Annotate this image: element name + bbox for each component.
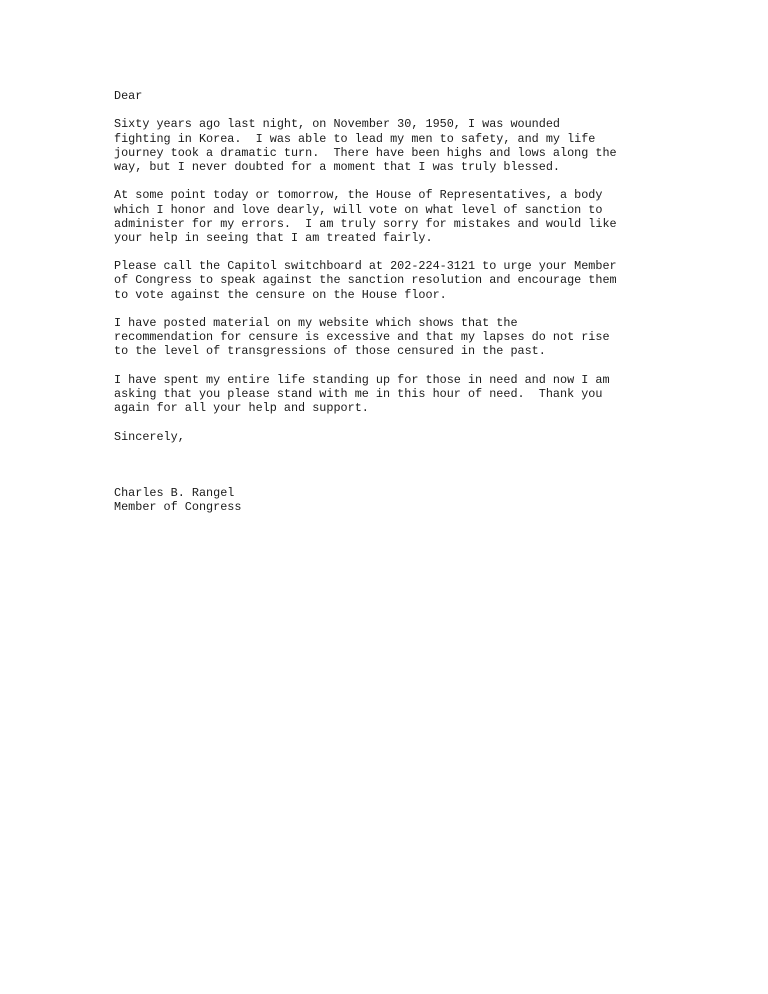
closing bbox=[114, 430, 674, 444]
paragraph-5 bbox=[114, 373, 674, 416]
paragraph-3 bbox=[114, 259, 674, 302]
paragraph-line: of Congress to speak against the sanction resolution and encourage them bbox=[114, 273, 617, 288]
paragraph-line: to the level of transgressions of those censured in the past. bbox=[114, 344, 546, 359]
paragraph-line: recommendation for censure is excessive and that my lapses do not rise bbox=[114, 330, 610, 345]
paragraph-line: I have spent my entire life standing up for those in need and now I am bbox=[114, 372, 610, 387]
letter-body bbox=[114, 89, 674, 515]
paragraph-line: Sixty years ago last night, on November 30, 1950, I was wounded bbox=[114, 117, 560, 132]
paragraph-1 bbox=[114, 117, 674, 174]
paragraph-2 bbox=[114, 188, 674, 245]
paragraph-line: At some point today or tomorrow, the House of Representatives, a body bbox=[114, 188, 603, 203]
paragraph-line: your help in seeing that I am treated fairly. bbox=[114, 230, 433, 245]
paragraph-line: to vote against the censure on the House floor. bbox=[114, 287, 447, 302]
paragraph-line: which I honor and love dearly, will vote on what level of sanction to bbox=[114, 202, 603, 217]
paragraph-line: administer for my errors. I am truly sorry for mistakes and would like bbox=[114, 216, 617, 231]
paragraph-line: again for all your help and support. bbox=[114, 401, 369, 416]
signature-name: Charles B. Rangel bbox=[114, 486, 235, 501]
salutation bbox=[114, 89, 674, 103]
signature-title: Member of Congress bbox=[114, 500, 242, 515]
paragraph-line: journey took a dramatic turn. There have been highs and lows along the bbox=[114, 145, 617, 160]
paragraph-line: fighting in Korea. I was able to lead my men to safety, and my life bbox=[114, 131, 596, 146]
salutation-text: Dear bbox=[114, 89, 143, 103]
paragraph-4 bbox=[114, 316, 674, 359]
paragraph-line: way, but I never doubted for a moment that I was truly blessed. bbox=[114, 159, 560, 174]
paragraph-line: I have posted material on my website which shows that the bbox=[114, 316, 518, 330]
paragraph-line: Please call the Capitol switchboard at 202-224-3121 to urge your Member bbox=[114, 259, 617, 274]
closing-text: Sincerely, bbox=[114, 429, 185, 444]
paragraph-line: asking that you please stand with me in this hour of need. Thank you bbox=[114, 386, 603, 401]
signature-block bbox=[114, 486, 674, 514]
